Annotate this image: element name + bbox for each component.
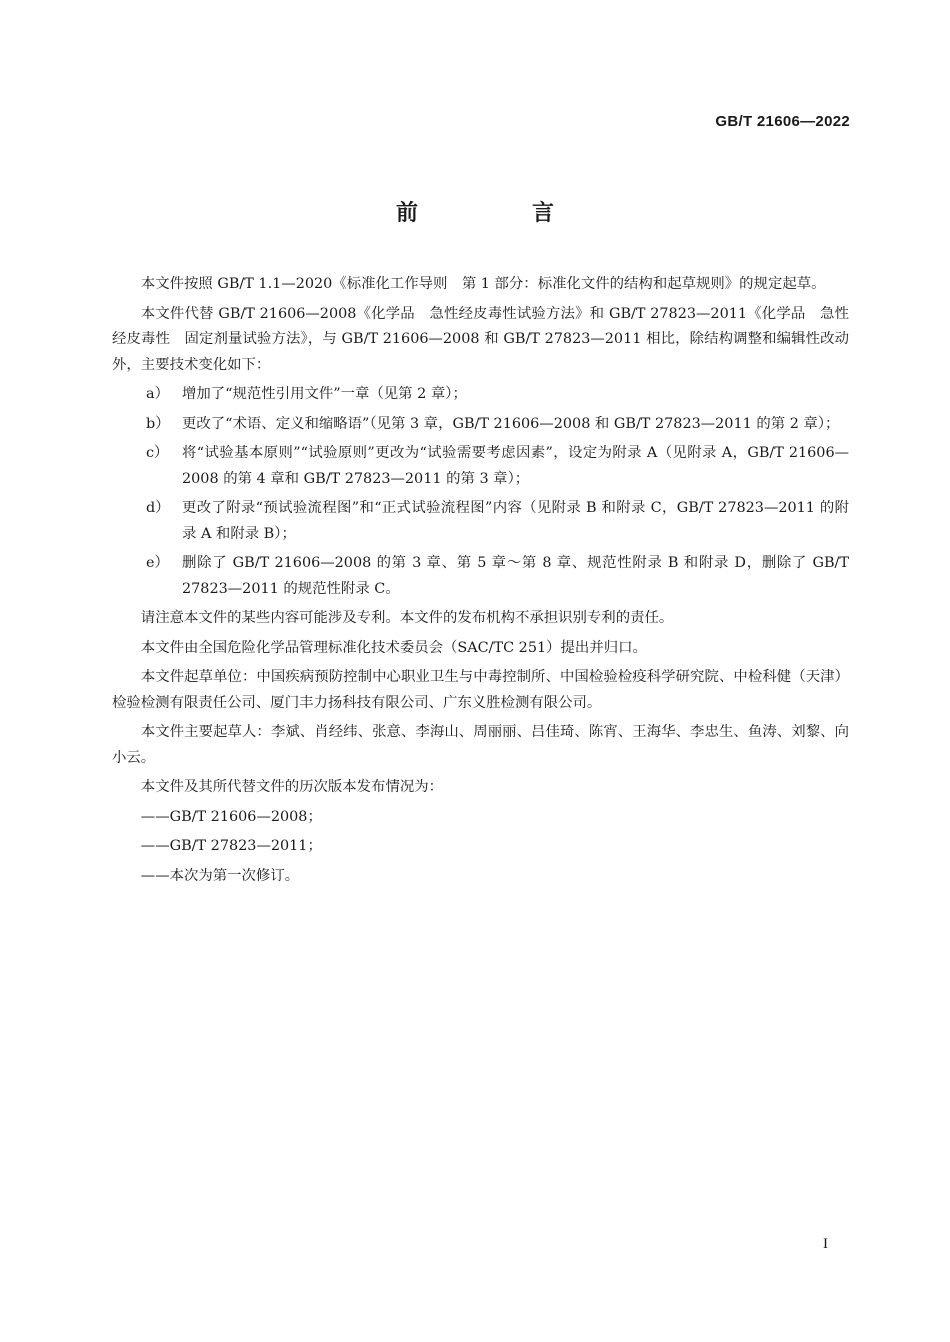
paragraph-drafting-rules: 本文件按照 GB/T 1.1—2020《标准化工作导则 第 1 部分：标准化文件的结构和起草规则》的规定起草。 bbox=[140, 276, 826, 292]
list-item bbox=[112, 496, 849, 547]
paragraph-drafting-units: 本文件起草单位：中国疾病预防控制中心职业卫生与中毒控制所、中国检验检疫科学研究院、中检科健（天津）检验检测有限责任公司、厦门丰力扬科技有限公司、广东义胜检测有限公司。 bbox=[112, 669, 849, 711]
list-item-text: 删除了 GB/T 21606—2008 的第 3 章、第 5 章～第 8 章、规范性附录 B 和附录 D，删除了 GB/T 27823—2011 的规范性附录 C。 bbox=[182, 555, 849, 597]
paragraph-patent-notice: 请注意本文件的某些内容可能涉及专利。本文件的发布机构不承担识别专利的责任。 bbox=[140, 610, 674, 626]
standard-code: GB/T 21606—2022 bbox=[715, 113, 850, 130]
list-item-marker: d） bbox=[146, 500, 170, 516]
page-title: 前 言 bbox=[395, 201, 600, 226]
list-item bbox=[112, 412, 849, 438]
list-item-text: 增加了“规范性引用文件”一章（见第 2 章）； bbox=[182, 386, 467, 402]
history-item: ——本次为第一次修订。 bbox=[140, 867, 300, 884]
paragraph-drafters: 本文件主要起草人：李斌、肖经纬、张意、李海山、周丽丽、吕佳琦、陈宵、王海华、李忠生、鱼涛、刘黎、向小云。 bbox=[112, 724, 849, 766]
paragraph-replaces: 本文件代替 GB/T 21606—2008《化学品 急性经皮毒性试验方法》和 GB/T 27823—2011《化学品 急性经皮毒性 固定剂量试验方法》，与 GB/T 21606—2008 和 GB/T 27823—2011 相比，除结构调整和编辑性改动外，主要技术变化如下： bbox=[112, 305, 849, 373]
list-item-text: 更改了“术语、定义和缩略语”（见第 3 章，GB/T 21606—2008 和 GB/T 27823—2011 的第 2 章）； bbox=[182, 415, 840, 432]
list-item-text: 将“试验基本原则”“试验原则”更改为“试验需要考虑因素”，设定为附录 A（见附录 A，GB/T 21606—2008 的第 4 章和 GB/T 27823—2011 的第 3 章）； bbox=[182, 445, 849, 487]
list-item bbox=[112, 441, 849, 492]
list-item-marker: a） bbox=[146, 386, 169, 402]
history-item: ——GB/T 21606—2008； bbox=[140, 808, 322, 825]
list-item-text: 更改了附录“预试验流程图”和“正式试验流程图”内容（见附录 B 和附录 C，GB/T 27823—2011 的附录 A 和附录 B）； bbox=[182, 500, 849, 542]
list-item-marker: c） bbox=[146, 445, 169, 461]
history-item: ——GB/T 27823—2011； bbox=[140, 838, 322, 854]
paragraph-committee: 本文件由全国危险化学品管理标准化技术委员会（SAC/TC 251）提出并归口。 bbox=[140, 639, 647, 656]
page-number: I bbox=[823, 1236, 828, 1252]
technical-changes-list bbox=[112, 382, 849, 602]
list-item-marker: b） bbox=[146, 415, 170, 432]
paragraph-version-history: 本文件及其所代替文件的历次版本发布情况为： bbox=[140, 779, 444, 795]
list-item bbox=[112, 551, 849, 602]
foreword-body bbox=[112, 272, 849, 893]
list-item-marker: e） bbox=[146, 555, 169, 571]
list-item bbox=[112, 382, 849, 408]
